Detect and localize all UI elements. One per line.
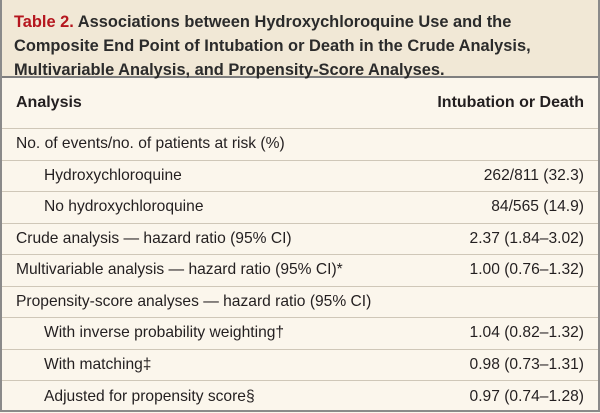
- column-header-analysis: Analysis: [16, 94, 82, 111]
- table-row: [2, 350, 598, 382]
- table-row: [2, 381, 598, 413]
- row-label: Hydroxychloroquine: [44, 166, 182, 184]
- table-body: [2, 129, 598, 413]
- column-header-intubation-or-death: Intubation or Death: [437, 94, 584, 111]
- table-row: [2, 287, 598, 319]
- table-row: [2, 255, 598, 287]
- row-label: With inverse probability weighting†: [44, 324, 285, 342]
- row-label: Crude analysis — hazard ratio (95% CI): [16, 229, 292, 247]
- row-label: No hydroxychloroquine: [44, 198, 204, 216]
- row-value: 1.00 (0.76–1.32): [469, 261, 584, 279]
- row-value: 2.37 (1.84–3.02): [469, 229, 584, 247]
- caption-text: [14, 10, 586, 82]
- row-label: No. of events/no. of patients at risk (%): [16, 135, 285, 153]
- row-label: With matching‡: [44, 355, 152, 373]
- row-label: Adjusted for propensity score§: [44, 387, 255, 405]
- row-value: 1.04 (0.82–1.32): [469, 324, 584, 342]
- row-value: 84/565 (14.9): [491, 198, 584, 216]
- row-label: Propensity-score analyses — hazard ratio (95% CI): [16, 292, 372, 310]
- table-row: [2, 129, 598, 161]
- table-caption: [2, 0, 598, 78]
- caption-body: Associations between Hydroxychloroquine Use and the Composite End Point of Intubation or Death in the Crude Analysis, Multivariable Analysis, and Propensity-Score Analyses.: [14, 13, 531, 79]
- row-value: 0.97 (0.74–1.28): [469, 387, 584, 405]
- table-row: [2, 224, 598, 256]
- table-row: [2, 318, 598, 350]
- table-row: [2, 161, 598, 193]
- row-label: Multivariable analysis — hazard ratio (95% CI)*: [16, 261, 343, 279]
- row-value: 0.98 (0.73–1.31): [469, 355, 584, 373]
- table-row: [2, 192, 598, 224]
- row-value: 262/811 (32.3): [483, 166, 584, 184]
- table-number: Table 2.: [14, 13, 74, 31]
- table-header-row: [2, 78, 598, 129]
